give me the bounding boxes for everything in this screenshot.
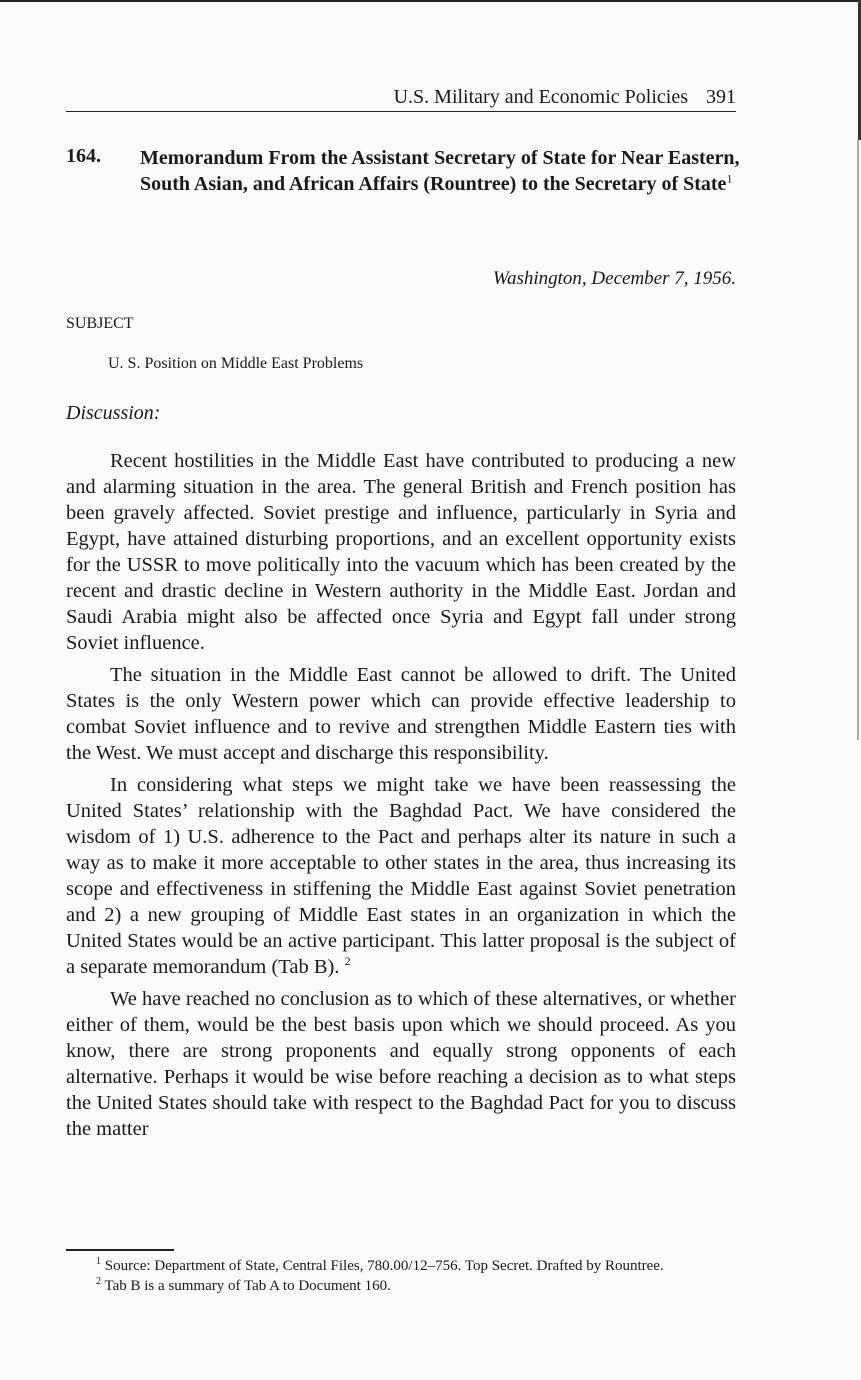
body-text — [66, 448, 736, 1148]
page-top-edge — [0, 0, 861, 2]
footnote-1-text: Source: Department of State, Central Files, 780.00/12–756. Top Secret. Drafted by Rountree. — [104, 1258, 664, 1274]
footnote-2 — [66, 1276, 736, 1296]
running-head-title: U.S. Military and Economic Policies — [393, 86, 688, 108]
footnote-1-mark: 1 — [96, 1256, 101, 1267]
paragraph-3-text: In considering what steps we might take we have been reassessing the United States’ relationship with the Baghdad Pact. We have considered the wisdom of 1) U.S. adherence to the Pact and perhaps alter its nature in such a way as to make it more acceptable to other states in the area, thus increasing its scope and effectiveness in stiffening the Middle East against Soviet penetration and 2) a new grouping of Middle East states in an organization in which the United States would be an active participant. This latter proposal is the subject of a separate memorandum (Tab B). — [66, 774, 736, 978]
document-number: 164. — [66, 145, 101, 167]
footnotes — [66, 1256, 736, 1296]
page-right-edge-lower — [857, 140, 859, 740]
footnote-divider — [66, 1249, 174, 1251]
footnote-1 — [66, 1256, 736, 1276]
discussion-heading: Discussion: — [66, 402, 161, 424]
document-title-text: Memorandum From the Assistant Secretary of State for Near Eastern, South Asian, and African Affairs (Rountree) to the Secretary of State — [140, 147, 740, 195]
subject-label: SUBJECT — [66, 315, 134, 332]
title-footnote-ref[interactable]: 1 — [726, 171, 733, 186]
footnote-2-text: Tab B is a summary of Tab A to Document 160. — [104, 1278, 391, 1294]
paragraph-1: Recent hostilities in the Middle East have contributed to producing a new and alarming situation in the area. The general British and French position has been gravely affected. Soviet prestige and influence, particularly in Syria and Egypt, have attained disturbing proportions, and an excellent opportunity exists for the USSR to move politically into the vacuum which has been created by the recent and drastic decline in Western authority in the Middle East. Jordan and Saudi Arabia might also be affected once Syria and Egypt fall under strong Soviet influence. — [66, 450, 736, 654]
page-number: 391 — [706, 86, 736, 108]
dateline: Washington, December 7, 1956. — [492, 268, 736, 289]
paragraph-3-footnote-ref[interactable]: 2 — [344, 954, 351, 969]
document-title — [140, 145, 740, 197]
subject-text: U. S. Position on Middle East Problems — [108, 355, 364, 372]
footnote-2-mark: 2 — [96, 1276, 101, 1287]
running-head — [66, 86, 736, 112]
paragraph-3 — [66, 772, 736, 980]
paragraph-2: The situation in the Middle East cannot be allowed to drift. The United States is the only Western power which can provide effective leadership to combat Soviet influence and to revive and strengthen Middle Eastern ties with the West. We must accept and discharge this responsibility. — [66, 664, 736, 764]
paragraph-4: We have reached no conclusion as to which of these alternatives, or whether either of them, would be the best basis upon which we should proceed. As you know, there are strong proponents and equally strong opponents of each alternative. Perhaps it would be wise before reaching a decision as to what steps the United States should take with respect to the Baghdad Pact for you to discuss the matter — [66, 988, 736, 1140]
